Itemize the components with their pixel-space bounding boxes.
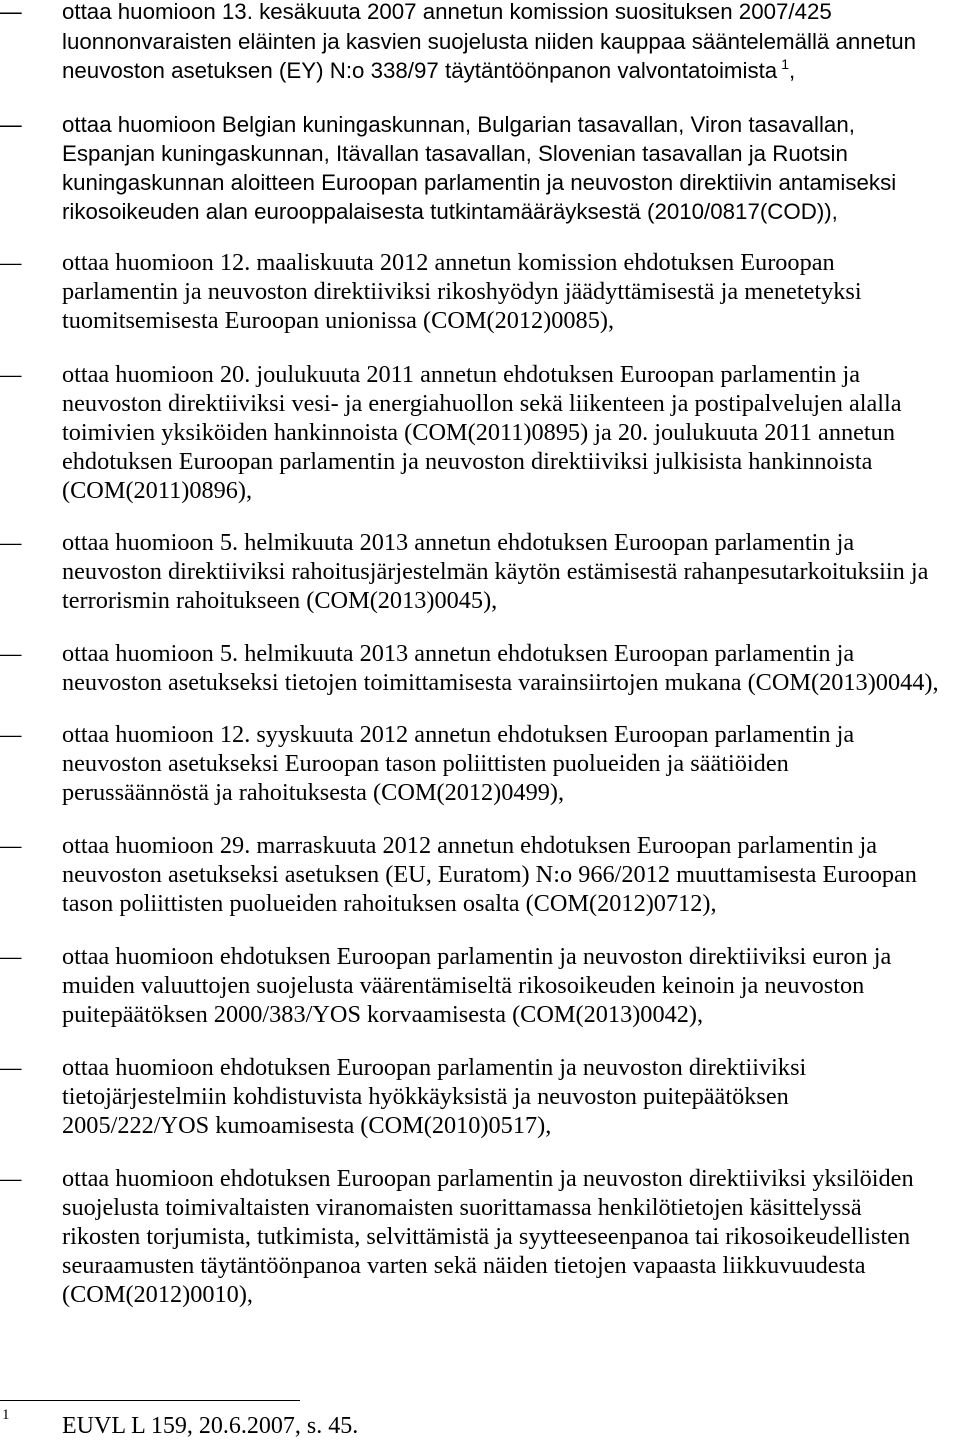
item-line: muiden valuuttojen suojelusta väärentämiseltä rikosoikeuden keinoin ja neuvoston <box>62 972 865 999</box>
dash-marker: – <box>0 943 22 970</box>
footnote-reference: 1 <box>781 56 789 72</box>
item-line: rikosten torjumista, tutkimista, selvittämistä ja syytteeseenpanoa tai rikosoikeudellisten <box>62 1223 911 1250</box>
item-line: ottaa huomioon 13. kesäkuuta 2007 annetun komission suosituksen 2007/425 <box>62 0 832 24</box>
item-line-text: neuvoston asetuksen (EY) N:o 338/97 täytäntöönpanon valvontatoimista <box>62 58 778 83</box>
item-line: neuvoston asetukseksi asetuksen (EU, Euratom) N:o 966/2012 muuttamisesta Euroopan <box>62 861 917 888</box>
item-line: rikosoikeuden alan eurooppalaisesta tutkintamääräyksestä (2010/0817(COD)), <box>62 199 838 224</box>
dash-marker: – <box>0 249 22 276</box>
footnote-separator <box>0 1400 300 1401</box>
item-text <box>62 110 896 226</box>
item-line: luonnonvaraisten eläinten ja kasvien suojelusta niiden kauppaa sääntelemällä annetun <box>62 28 917 54</box>
dash-marker: – <box>0 640 22 667</box>
item-line: neuvoston direktiiviksi rahoitusjärjestelmän käytön estämisestä rahanpesutarkoituksiin ja <box>62 558 929 585</box>
item-line: ottaa huomioon 5. helmikuuta 2013 annetun ehdotuksen Euroopan parlamentin ja <box>62 640 855 667</box>
item-line: seuraamusten täytäntöönpanoa varten sekä näiden tietojen vapaasta liikkuvuudesta <box>62 1252 866 1279</box>
item-line: suojelusta toimivaltaisten viranomaisten suorittamassa henkilötietojen käsittelyssä <box>62 1194 862 1221</box>
item-text <box>62 360 902 505</box>
item-line: ottaa huomioon 29. marraskuuta 2012 annetun ehdotuksen Euroopan parlamentin ja <box>62 832 878 859</box>
item-text <box>62 831 917 918</box>
item-line: neuvoston asetukseksi Euroopan tason poliittisten puolueiden ja säätiöiden <box>62 750 789 777</box>
item-line: ottaa huomioon ehdotuksen Euroopan parlamentin ja neuvoston direktiiviksi <box>62 1054 807 1081</box>
item-text <box>62 639 939 697</box>
item-line: kuningaskunnan aloitteen Euroopan parlamentin ja neuvoston direktiivin antamiseksi <box>62 170 897 195</box>
item-line: ehdotuksen Euroopan parlamentin ja neuvoston direktiiviksi julkisista hankinnoista <box>62 448 873 475</box>
item-text <box>62 942 891 1029</box>
dash-marker: – <box>0 1165 22 1192</box>
item-line: toimivien yksiköiden hankinnoista (COM(2011)0895) ja 20. joulukuuta 2011 annetun <box>62 419 895 446</box>
item-line: 2005/222/YOS kumoamisesta (COM(2010)0517), <box>62 1112 552 1139</box>
item-line: ottaa huomioon Belgian kuningaskunnan, Bulgarian tasavallan, Viron tasavallan, <box>62 112 855 137</box>
item-text <box>62 720 854 807</box>
footnote-number: 1 <box>2 1407 10 1423</box>
item-line: ottaa huomioon ehdotuksen Euroopan parlamentin ja neuvoston direktiiviksi euron ja <box>62 943 892 970</box>
item-line: (COM(2012)0010), <box>62 1281 253 1308</box>
dash-marker: – <box>0 832 22 859</box>
item-line: tuomitsemisesta Euroopan unionissa (COM(2012)0085), <box>62 307 615 334</box>
item-line: neuvoston asetukseksi tietojen toimittamisesta varainsiirtojen mukana (COM(2013)0044), <box>62 669 939 696</box>
item-line: ottaa huomioon ehdotuksen Euroopan parlamentin ja neuvoston direktiiviksi yksilöiden <box>62 1165 914 1192</box>
dash-marker: – <box>0 0 22 24</box>
item-line: puitepäätöksen 2000/383/YOS korvaamisesta (COM(2013)0042), <box>62 1001 704 1028</box>
dash-marker: – <box>0 721 22 748</box>
item-line: parlamentin ja neuvoston direktiiviksi rikoshyödyn jäädyttämisestä ja menetetyksi <box>62 278 862 305</box>
item-line <box>62 56 916 86</box>
item-line: ottaa huomioon 12. maaliskuuta 2012 annetun komission ehdotuksen Euroopan <box>62 249 835 276</box>
item-line: (COM(2011)0896), <box>62 477 253 504</box>
item-text <box>62 1053 806 1140</box>
item-line: tietojärjestelmiin kohdistuvista hyökkäyksistä ja neuvoston puitepäätöksen <box>62 1083 789 1110</box>
item-line: ottaa huomioon 12. syyskuuta 2012 annetun ehdotuksen Euroopan parlamentin ja <box>62 721 855 748</box>
item-text <box>62 528 928 615</box>
dash-marker: – <box>0 361 22 388</box>
item-line: ottaa huomioon 5. helmikuuta 2013 annetun ehdotuksen Euroopan parlamentin ja <box>62 529 855 556</box>
item-text <box>62 248 862 335</box>
item-text <box>62 1164 914 1309</box>
dash-marker: – <box>0 1054 22 1081</box>
item-line: terrorismin rahoitukseen (COM(2013)0045), <box>62 587 498 614</box>
dash-marker: – <box>0 529 22 556</box>
item-text <box>62 0 916 86</box>
item-line: neuvoston direktiiviksi vesi- ja energiahuollon sekä liikenteen ja postipalvelujen alalla <box>62 390 902 417</box>
dash-marker: – <box>0 112 22 137</box>
item-line: ottaa huomioon 20. joulukuuta 2011 annetun ehdotuksen Euroopan parlamentin ja <box>62 361 861 388</box>
item-line: tason poliittisten puolueiden rahoituksen osalta (COM(2012)0712), <box>62 890 717 917</box>
item-line: perussäännöstä ja rahoituksesta (COM(2012)0499), <box>62 779 565 806</box>
item-line-suffix: , <box>789 58 796 83</box>
item-line: Espanjan kuningaskunnan, Itävallan tasavallan, Slovenian tasavallan ja Ruotsin <box>62 141 848 166</box>
footnote-text: EUVL L 159, 20.6.2007, s. 45. <box>62 1413 359 1439</box>
